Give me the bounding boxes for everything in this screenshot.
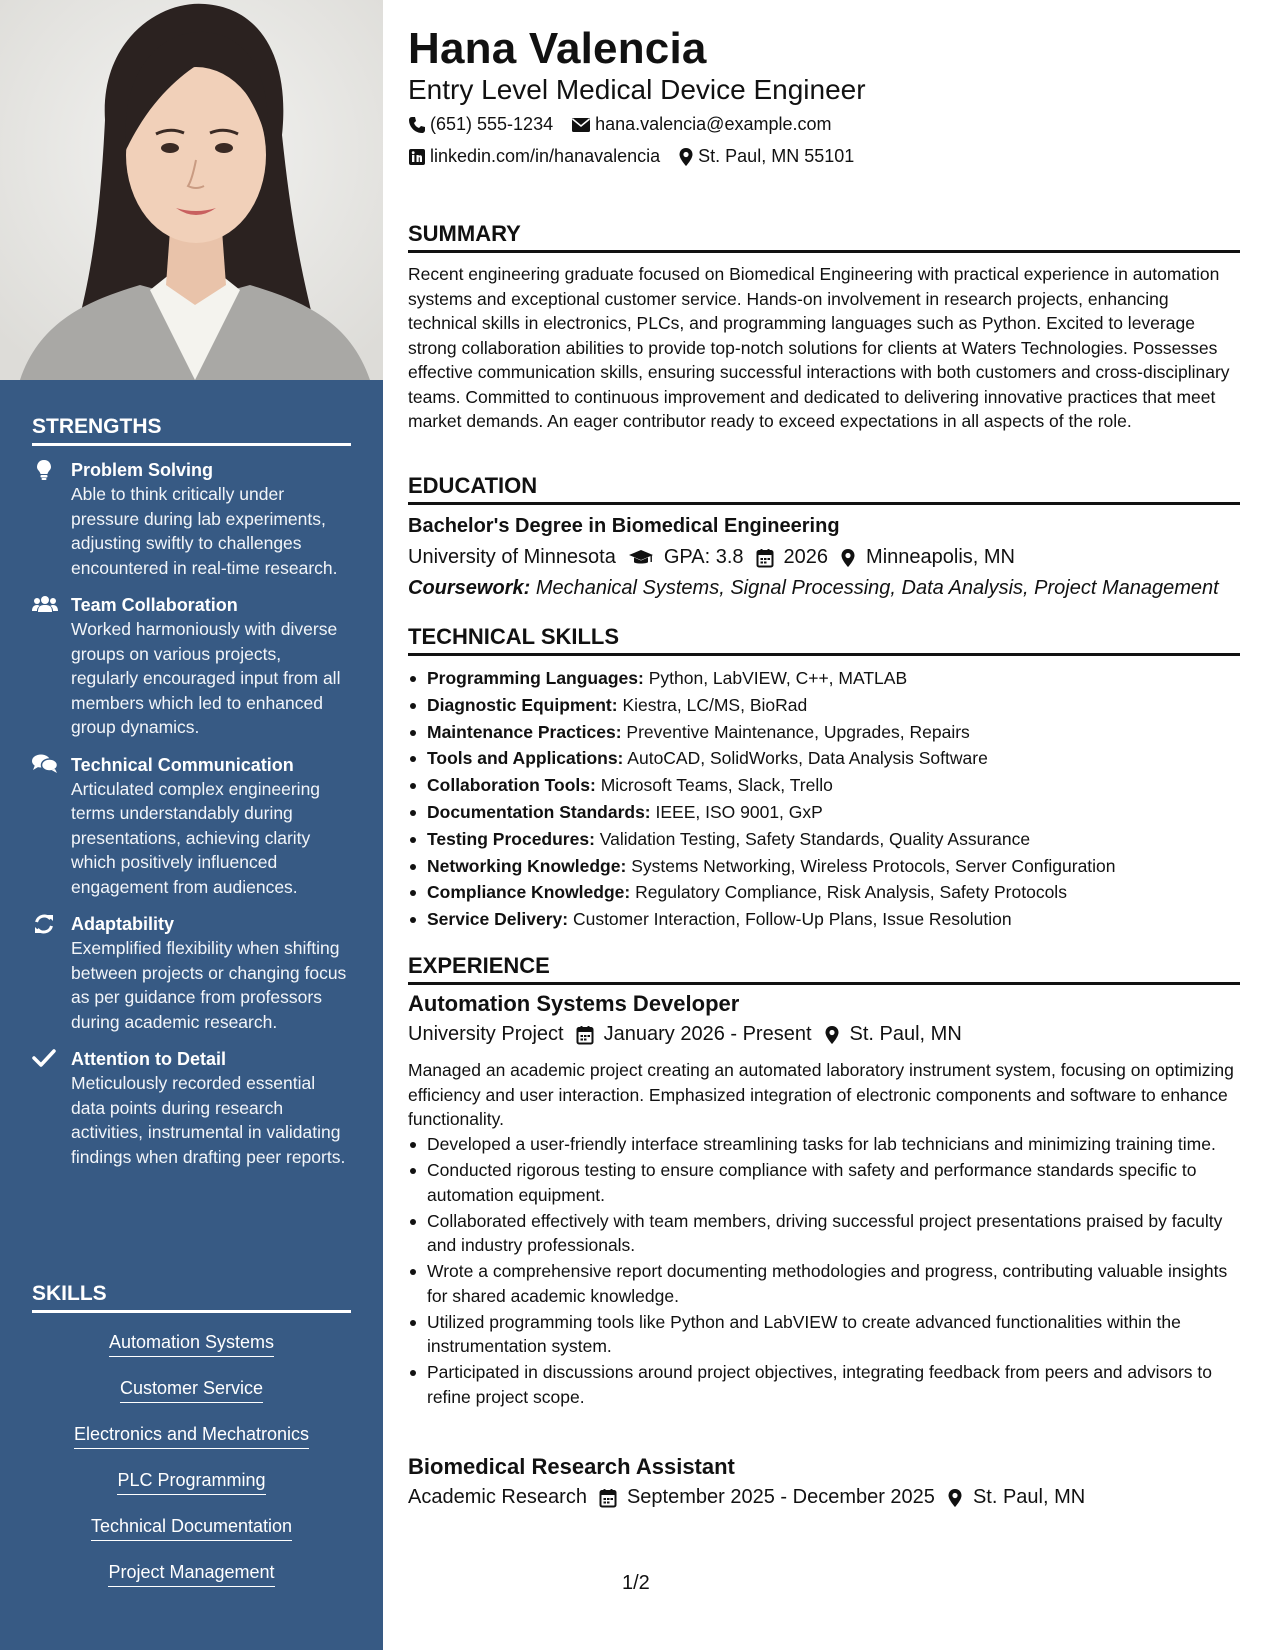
education-meta bbox=[408, 546, 1027, 569]
strength-item bbox=[32, 753, 352, 900]
list-item: Tools and Applications: AutoCAD, SolidWorks, Data Analysis Software bbox=[408, 745, 1240, 772]
list-item: Documentation Standards: IEEE, ISO 9001, GxP bbox=[408, 799, 1240, 826]
coursework bbox=[408, 577, 1219, 600]
skill-item bbox=[32, 1560, 351, 1587]
strength-item bbox=[32, 912, 352, 1034]
calendar-icon bbox=[576, 1025, 594, 1045]
gpa-item: GPA: 3.8 bbox=[628, 546, 744, 569]
location-item bbox=[678, 146, 854, 167]
strength-desc: Worked harmoniously with diverse groups on various projects, regularly encouraged input from all members which led to enhanced group dynamics. bbox=[71, 619, 341, 737]
sync-icon bbox=[32, 913, 56, 933]
list-item: Conducted rigorous testing to ensure compliance with safety and performance standards specific to automation equipment. bbox=[408, 1158, 1240, 1207]
list-item: Service Delivery: Customer Interaction, Follow-Up Plans, Issue Resolution bbox=[408, 906, 1240, 933]
skills-heading: SKILLS bbox=[32, 1282, 351, 1313]
coursework-label: Coursework: bbox=[408, 577, 531, 599]
map-marker-icon bbox=[678, 147, 694, 167]
list-item: Diagnostic Equipment: Kiestra, LC/MS, BioRad bbox=[408, 692, 1240, 719]
skill-item bbox=[32, 1514, 351, 1541]
phone-item[interactable] bbox=[408, 114, 553, 135]
users-icon bbox=[32, 594, 56, 614]
candidate-title: Entry Level Medical Device Engineer bbox=[408, 74, 866, 105]
skill-label: Electronics and Mechatronics bbox=[74, 1422, 309, 1449]
skill-item bbox=[32, 1422, 351, 1449]
map-marker-icon bbox=[947, 1488, 963, 1508]
job-meta bbox=[408, 1486, 1097, 1509]
job-org: Academic Research bbox=[408, 1486, 587, 1508]
school-name: University of Minnesota bbox=[408, 546, 616, 568]
strength-title: Technical Communication bbox=[71, 754, 294, 775]
linkedin-text: linkedin.com/in/hanavalencia bbox=[430, 146, 661, 166]
phone-icon bbox=[408, 116, 426, 134]
skill-label: Customer Service bbox=[120, 1376, 263, 1403]
phone-text: (651) 555-1234 bbox=[430, 114, 554, 134]
contact-row-1 bbox=[408, 114, 850, 135]
strength-title: Attention to Detail bbox=[71, 1049, 226, 1069]
strength-desc: Meticulously recorded essential data points during research activities, instrumental in validating findings when drafting peer reports. bbox=[71, 1073, 346, 1167]
strength-title: Adaptability bbox=[71, 914, 175, 934]
strength-desc: Able to think critically under pressure during lab experiments, adjusting swiftly to challenges encountered in real-time research. bbox=[71, 484, 338, 578]
map-marker-icon bbox=[824, 1025, 840, 1045]
lightbulb-icon bbox=[32, 459, 56, 479]
location-text: St. Paul, MN 55101 bbox=[698, 146, 855, 166]
skill-label: Technical Documentation bbox=[91, 1514, 292, 1541]
sidebar bbox=[0, 0, 383, 1650]
list-item: Wrote a comprehensive report documenting methodologies and progress, contributing valuable insights for shared academic knowledge. bbox=[408, 1259, 1240, 1308]
list-item: Compliance Knowledge: Regulatory Compliance, Risk Analysis, Safety Protocols bbox=[408, 879, 1240, 906]
list-item: Collaboration Tools: Microsoft Teams, Slack, Trello bbox=[408, 772, 1240, 799]
coursework-list: Mechanical Systems, Signal Processing, Data Analysis, Project Management bbox=[535, 577, 1219, 599]
skill-label: Project Management bbox=[108, 1560, 274, 1587]
calendar-icon bbox=[599, 1488, 617, 1508]
candidate-name: Hana Valencia bbox=[408, 24, 707, 73]
linkedin-icon bbox=[408, 148, 426, 166]
job-title: Biomedical Research Assistant bbox=[408, 1454, 735, 1479]
graduation-cap-icon bbox=[628, 549, 654, 567]
check-icon bbox=[32, 1048, 56, 1068]
email-text: hana.valencia@example.com bbox=[595, 114, 832, 134]
skill-label: Automation Systems bbox=[109, 1330, 274, 1357]
technical-skills-heading: TECHNICAL SKILLS bbox=[408, 624, 1240, 656]
strength-item bbox=[32, 1047, 352, 1169]
page-number: 1/2 bbox=[622, 1572, 650, 1594]
strength-item bbox=[32, 593, 352, 740]
job-bullets bbox=[408, 1132, 1240, 1411]
degree-title: Bachelor's Degree in Biomedical Engineering bbox=[408, 515, 840, 537]
technical-skills-list bbox=[408, 665, 1240, 933]
edu-location-item: Minneapolis, MN bbox=[840, 546, 1015, 569]
strength-item bbox=[32, 458, 352, 580]
strengths-list bbox=[32, 458, 352, 1182]
email-item[interactable] bbox=[571, 114, 831, 135]
summary-heading: SUMMARY bbox=[408, 221, 1240, 253]
list-item: Maintenance Practices: Preventive Maintenance, Upgrades, Repairs bbox=[408, 719, 1240, 746]
strength-desc: Articulated complex engineering terms understandably during presentations, achieving clarity which positively influenced engagement from audiences. bbox=[71, 778, 321, 897]
strength-title: Team Collaboration bbox=[71, 595, 238, 615]
year-item: 2026 bbox=[756, 546, 829, 569]
list-item: Programming Languages: Python, LabVIEW, C++, MATLAB bbox=[408, 665, 1240, 692]
job-description: Managed an academic project creating an automated laboratory instrument system, focusing on optimizing efficiency and user interaction. Emphasized integration of electronic components and software to enhance functionality. bbox=[408, 1060, 1234, 1129]
skill-item bbox=[32, 1468, 351, 1495]
calendar-icon bbox=[756, 548, 774, 568]
skill-label: PLC Programming bbox=[117, 1468, 265, 1495]
list-item: Testing Procedures: Validation Testing, Safety Standards, Quality Assurance bbox=[408, 826, 1240, 853]
job-location: St. Paul, MN bbox=[824, 1023, 962, 1046]
job-meta bbox=[408, 1023, 974, 1046]
list-item: Participated in discussions around project objectives, integrating feedback from peers and advisors to refine project scope. bbox=[408, 1360, 1240, 1409]
profile-photo bbox=[0, 0, 383, 380]
skill-item bbox=[32, 1330, 351, 1357]
list-item: Developed a user-friendly interface streamlining tasks for lab technicians and minimizing training time. bbox=[408, 1132, 1240, 1157]
strength-desc: Exemplified flexibility when shifting between projects or changing focus as per guidance from professors during academic research. bbox=[71, 938, 347, 1032]
summary-text: Recent engineering graduate focused on Biomedical Engineering with practical experience in automation systems and exceptional customer service. Hands-on involvement in research projects, enhancing technical skills in electronics, PLCs, and programming languages such as Python. Excited to leverage strong collaboration abilities to provide top-notch solutions for clients at Waters Technologies. Possesses effective communication skills, ensuring successful interactions with both customers and cross-disciplinary teams. Committed to continuous improvement and dedicated to delivering innovative practices that meet market demands. An eager contributor ready to exceed expectations in all aspects of the role. bbox=[408, 264, 1230, 431]
job-location: St. Paul, MN bbox=[947, 1486, 1085, 1509]
strengths-heading: STRENGTHS bbox=[32, 415, 351, 446]
list-item: Utilized programming tools like Python and LabVIEW to create advanced functionalities within the instrumentation system. bbox=[408, 1310, 1240, 1359]
contact-row-2 bbox=[408, 146, 872, 167]
comments-icon bbox=[32, 754, 56, 774]
job-dates: January 2026 - Present bbox=[576, 1023, 812, 1046]
list-item: Networking Knowledge: Systems Networking, Wireless Protocols, Server Configuration bbox=[408, 853, 1240, 880]
skill-item bbox=[32, 1376, 351, 1403]
strength-title: Problem Solving bbox=[71, 460, 214, 480]
linkedin-item[interactable] bbox=[408, 146, 660, 167]
map-marker-icon bbox=[840, 548, 856, 568]
job-org: University Project bbox=[408, 1023, 564, 1045]
experience-heading: EXPERIENCE bbox=[408, 953, 1240, 985]
list-item: Collaborated effectively with team members, driving successful project presentations praised by faculty and industry professionals. bbox=[408, 1209, 1240, 1258]
job-title: Automation Systems Developer bbox=[408, 991, 740, 1016]
envelope-icon bbox=[571, 117, 591, 133]
skills-list bbox=[32, 1330, 351, 1587]
education-heading: EDUCATION bbox=[408, 473, 1240, 505]
job-dates: September 2025 - December 2025 bbox=[599, 1486, 935, 1509]
